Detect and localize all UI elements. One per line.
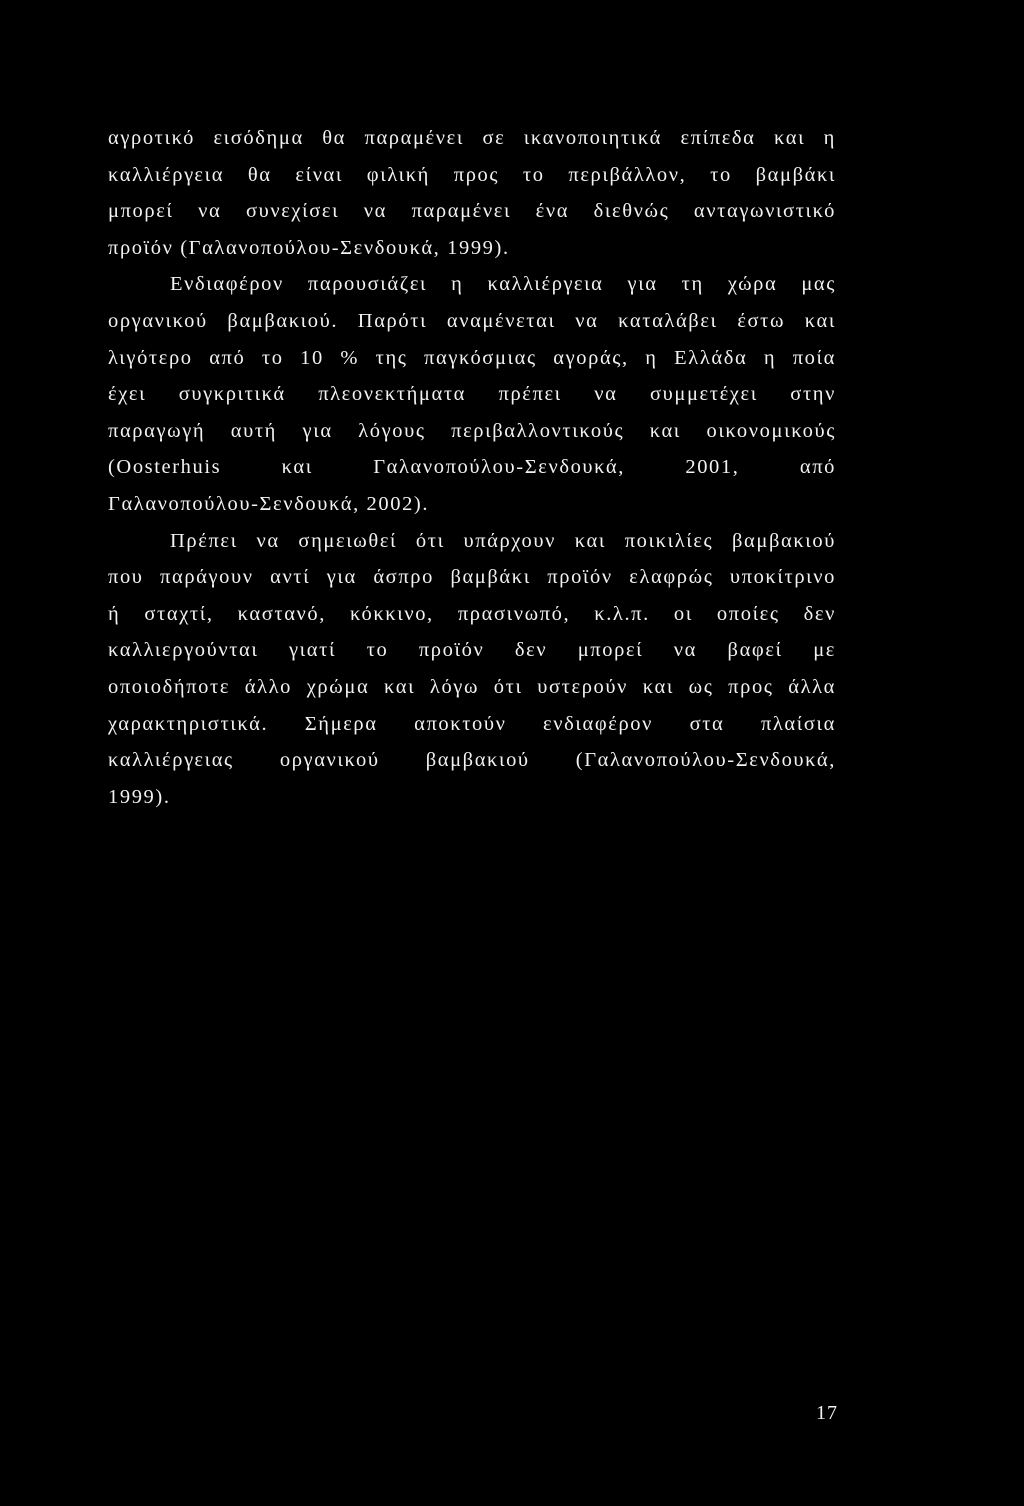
paragraph-2-line-1: Ενδιαφέρον παρουσιάζει η καλλιέργεια για τη χώρα μας — [170, 273, 836, 296]
paragraph-3-line-2: που παράγουν αντί για άσπρο βαμβάκι προϊόν ελαφρώς υποκίτρινο — [108, 566, 836, 589]
paragraph-2-line-2: οργανικού βαμβακιού. Παρότι αναμένεται να καταλάβει έστω και — [108, 309, 836, 332]
paragraph-2-line-5: παραγωγή αυτή για λόγους περιβαλλοντικούς και οικονομικούς — [108, 419, 836, 442]
paragraph-1-line-3: μπορεί να συνεχίσει να παραμένει ένα διεθνώς ανταγωνιστικό — [108, 200, 836, 223]
paragraph-3-line-6: χαρακτηριστικά. Σήμερα αποκτούν ενδιαφέρον στα πλαίσια — [108, 712, 836, 735]
paragraph-2-line-4: έχει συγκριτικά πλεονεκτήματα πρέπει να συμμετέχει στην — [108, 383, 836, 406]
paragraph-3-line-1: Πρέπει να σημειωθεί ότι υπάρχουν και ποικιλίες βαμβακιού — [170, 529, 836, 552]
paragraph-2-line-7: Γαλανοπούλου-Σενδουκά, 2002). — [108, 492, 430, 515]
paragraph-3-line-8: 1999). — [108, 785, 171, 808]
paragraph-1-line-2: καλλιέργεια θα είναι φιλική προς το περιβάλλον, το βαμβάκι — [108, 163, 836, 186]
paragraph-3-line-7: καλλιέργειας οργανικού βαμβακιού (Γαλανοπούλου-Σενδουκά, — [108, 749, 836, 772]
paragraph-2-line-6: (Oosterhuis και Γαλανοπούλου-Σενδουκά, 2001, από — [108, 456, 836, 479]
body-text — [108, 120, 836, 815]
paragraph-3-line-3: ή σταχτί, καστανό, κόκκινο, πρασινωπό, κ.λ.π. οι οποίες δεν — [108, 602, 836, 625]
paragraph-1-line-4: προϊόν (Γαλανοπούλου-Σενδουκά, 1999). — [108, 236, 510, 259]
paragraph-3-line-5: οποιοδήποτε άλλο χρώμα και λόγω ότι υστερούν και ως προς άλλα — [108, 675, 836, 698]
page-number: 17 — [816, 1402, 838, 1424]
paragraph-2-line-3: λιγότερο από το 10 % της παγκόσμιας αγοράς, η Ελλάδα η ποία — [108, 346, 836, 369]
paragraph-1-line-1: αγροτικό εισόδημα θα παραμένει σε ικανοποιητικά επίπεδα και η — [108, 127, 836, 149]
paragraph-3-line-4: καλλιεργούνται γιατί το προϊόν δεν μπορεί να βαφεί με — [108, 639, 836, 662]
